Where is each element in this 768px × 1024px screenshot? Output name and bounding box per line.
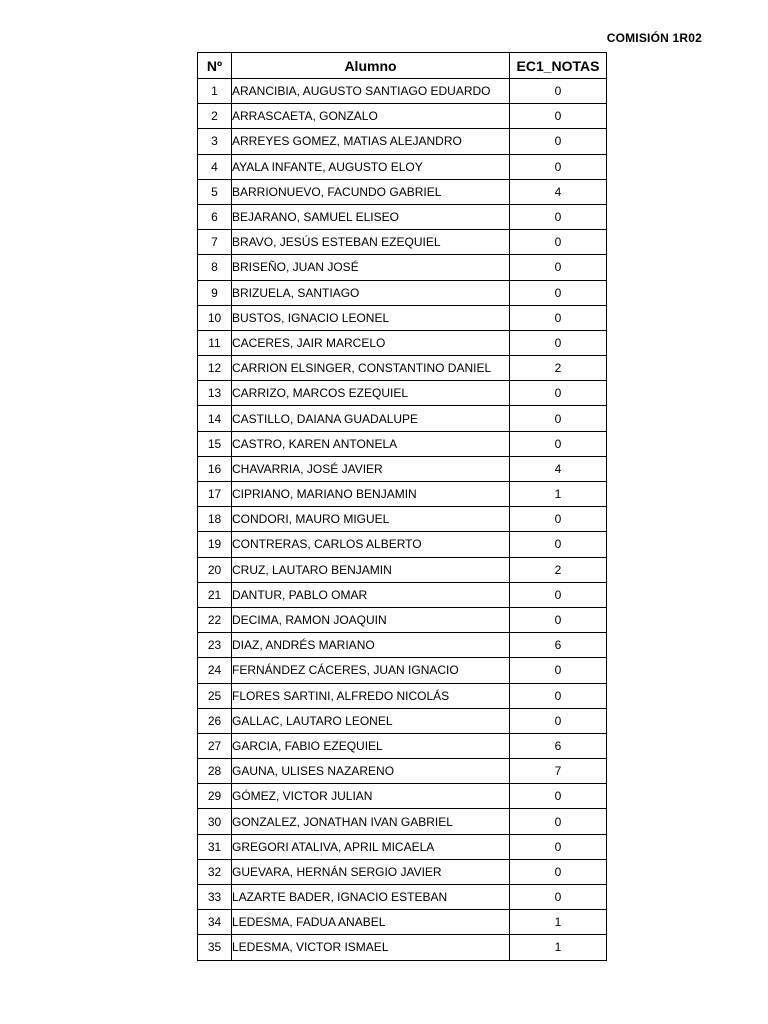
commission-label: COMISIÓN 1R02 — [606, 31, 702, 45]
row-number: 24 — [198, 658, 232, 683]
student-name: CARRIZO, MARCOS EZEQUIEL — [232, 381, 510, 406]
row-number: 4 — [198, 154, 232, 179]
table-row — [198, 633, 607, 658]
row-number: 20 — [198, 557, 232, 582]
student-name: GAUNA, ULISES NAZARENO — [232, 759, 510, 784]
student-grade: 4 — [510, 456, 607, 481]
student-name: BARRIONUEVO, FACUNDO GABRIEL — [232, 179, 510, 204]
row-number: 18 — [198, 507, 232, 532]
row-number: 1 — [198, 79, 232, 104]
student-name: CRUZ, LAUTARO BENJAMIN — [232, 557, 510, 582]
student-name: CASTRO, KAREN ANTONELA — [232, 431, 510, 456]
student-grade: 2 — [510, 557, 607, 582]
table-row — [198, 104, 607, 129]
row-number: 26 — [198, 708, 232, 733]
table-row — [198, 507, 607, 532]
student-name: DANTUR, PABLO OMAR — [232, 582, 510, 607]
column-header-number: Nº — [198, 53, 232, 79]
student-grade: 0 — [510, 784, 607, 809]
student-grade: 1 — [510, 482, 607, 507]
student-name: ARREYES GOMEZ, MATIAS ALEJANDRO — [232, 129, 510, 154]
row-number: 9 — [198, 280, 232, 305]
table-row — [198, 557, 607, 582]
table-row — [198, 129, 607, 154]
student-name: CONDORI, MAURO MIGUEL — [232, 507, 510, 532]
student-name: LEDESMA, FADUA ANABEL — [232, 910, 510, 935]
row-number: 16 — [198, 456, 232, 481]
student-name: CIPRIANO, MARIANO BENJAMIN — [232, 482, 510, 507]
table-row — [198, 733, 607, 758]
student-grade: 0 — [510, 381, 607, 406]
row-number: 27 — [198, 733, 232, 758]
student-name: CASTILLO, DAIANA GUADALUPE — [232, 406, 510, 431]
student-grade: 6 — [510, 733, 607, 758]
student-name: BRISEÑO, JUAN JOSÉ — [232, 255, 510, 280]
student-name: AYALA INFANTE, AUGUSTO ELOY — [232, 154, 510, 179]
table-row — [198, 456, 607, 481]
student-grade: 0 — [510, 154, 607, 179]
table-row — [198, 431, 607, 456]
student-grade: 0 — [510, 305, 607, 330]
row-number: 33 — [198, 885, 232, 910]
table-row — [198, 280, 607, 305]
row-number: 28 — [198, 759, 232, 784]
row-number: 17 — [198, 482, 232, 507]
student-grade: 0 — [510, 859, 607, 884]
row-number: 7 — [198, 230, 232, 255]
row-number: 8 — [198, 255, 232, 280]
student-grade: 0 — [510, 708, 607, 733]
table-row — [198, 683, 607, 708]
student-grade: 1 — [510, 935, 607, 960]
student-grade: 0 — [510, 607, 607, 632]
student-grade: 0 — [510, 230, 607, 255]
row-number: 35 — [198, 935, 232, 960]
table-row — [198, 204, 607, 229]
student-name: DECIMA, RAMON JOAQUIN — [232, 607, 510, 632]
student-grade: 0 — [510, 507, 607, 532]
student-name: DIAZ, ANDRÉS MARIANO — [232, 633, 510, 658]
student-name: LAZARTE BADER, IGNACIO ESTEBAN — [232, 885, 510, 910]
student-grade: 0 — [510, 204, 607, 229]
row-number: 29 — [198, 784, 232, 809]
student-name: GARCIA, FABIO EZEQUIEL — [232, 733, 510, 758]
table-body — [198, 79, 607, 961]
column-header-grade: EC1_NOTAS — [510, 53, 607, 79]
row-number: 23 — [198, 633, 232, 658]
student-grade: 0 — [510, 104, 607, 129]
student-name: FLORES SARTINI, ALFREDO NICOLÁS — [232, 683, 510, 708]
student-name: FERNÁNDEZ CÁCERES, JUAN IGNACIO — [232, 658, 510, 683]
column-header-student: Alumno — [232, 53, 510, 79]
student-grade: 0 — [510, 532, 607, 557]
student-grade: 0 — [510, 885, 607, 910]
row-number: 13 — [198, 381, 232, 406]
row-number: 14 — [198, 406, 232, 431]
student-grade: 0 — [510, 129, 607, 154]
student-grade: 0 — [510, 330, 607, 355]
student-grade: 0 — [510, 406, 607, 431]
row-number: 10 — [198, 305, 232, 330]
student-name: GONZALEZ, JONATHAN IVAN GABRIEL — [232, 809, 510, 834]
student-name: BEJARANO, SAMUEL ELISEO — [232, 204, 510, 229]
row-number: 19 — [198, 532, 232, 557]
student-name: GÓMEZ, VICTOR JULIAN — [232, 784, 510, 809]
student-grade: 0 — [510, 658, 607, 683]
student-name: BRIZUELA, SANTIAGO — [232, 280, 510, 305]
student-grade: 1 — [510, 910, 607, 935]
table-row — [198, 179, 607, 204]
table-row — [198, 910, 607, 935]
student-grade: 0 — [510, 834, 607, 859]
student-name: CARRION ELSINGER, CONSTANTINO DANIEL — [232, 356, 510, 381]
student-name: ARRASCAETA, GONZALO — [232, 104, 510, 129]
student-name: GALLAC, LAUTARO LEONEL — [232, 708, 510, 733]
table-row — [198, 532, 607, 557]
student-name: CONTRERAS, CARLOS ALBERTO — [232, 532, 510, 557]
grades-table — [197, 52, 607, 961]
row-number: 2 — [198, 104, 232, 129]
student-grade: 0 — [510, 431, 607, 456]
table-row — [198, 708, 607, 733]
table-row — [198, 356, 607, 381]
table-row — [198, 582, 607, 607]
student-grade: 2 — [510, 356, 607, 381]
row-number: 34 — [198, 910, 232, 935]
table-row — [198, 330, 607, 355]
table-row — [198, 658, 607, 683]
table-row — [198, 935, 607, 960]
row-number: 15 — [198, 431, 232, 456]
student-name: ARANCIBIA, AUGUSTO SANTIAGO EDUARDO — [232, 79, 510, 104]
student-grade: 4 — [510, 179, 607, 204]
table-row — [198, 759, 607, 784]
row-number: 21 — [198, 582, 232, 607]
table-row — [198, 482, 607, 507]
row-number: 3 — [198, 129, 232, 154]
row-number: 6 — [198, 204, 232, 229]
table-row — [198, 859, 607, 884]
student-name: GREGORI ATALIVA, APRIL MICAELA — [232, 834, 510, 859]
student-grade: 0 — [510, 255, 607, 280]
table-row — [198, 154, 607, 179]
student-name: CHAVARRIA, JOSÉ JAVIER — [232, 456, 510, 481]
row-number: 31 — [198, 834, 232, 859]
student-name: CACERES, JAIR MARCELO — [232, 330, 510, 355]
table-row — [198, 784, 607, 809]
student-name: BRAVO, JESÚS ESTEBAN EZEQUIEL — [232, 230, 510, 255]
student-name: GUEVARA, HERNÁN SERGIO JAVIER — [232, 859, 510, 884]
table-row — [198, 809, 607, 834]
table-row — [198, 381, 607, 406]
student-grade: 6 — [510, 633, 607, 658]
table-row — [198, 885, 607, 910]
row-number: 11 — [198, 330, 232, 355]
student-grade: 0 — [510, 809, 607, 834]
row-number: 30 — [198, 809, 232, 834]
row-number: 12 — [198, 356, 232, 381]
student-grade: 0 — [510, 79, 607, 104]
table-row — [198, 305, 607, 330]
table-row — [198, 230, 607, 255]
table-header-row — [198, 53, 607, 79]
row-number: 22 — [198, 607, 232, 632]
student-grade: 0 — [510, 582, 607, 607]
table-row — [198, 607, 607, 632]
student-grade: 7 — [510, 759, 607, 784]
student-name: BUSTOS, IGNACIO LEONEL — [232, 305, 510, 330]
table-row — [198, 406, 607, 431]
student-grade: 0 — [510, 280, 607, 305]
student-name: LEDESMA, VICTOR ISMAEL — [232, 935, 510, 960]
row-number: 25 — [198, 683, 232, 708]
student-grade: 0 — [510, 683, 607, 708]
table-row — [198, 255, 607, 280]
row-number: 5 — [198, 179, 232, 204]
row-number: 32 — [198, 859, 232, 884]
table-row — [198, 79, 607, 104]
table-row — [198, 834, 607, 859]
